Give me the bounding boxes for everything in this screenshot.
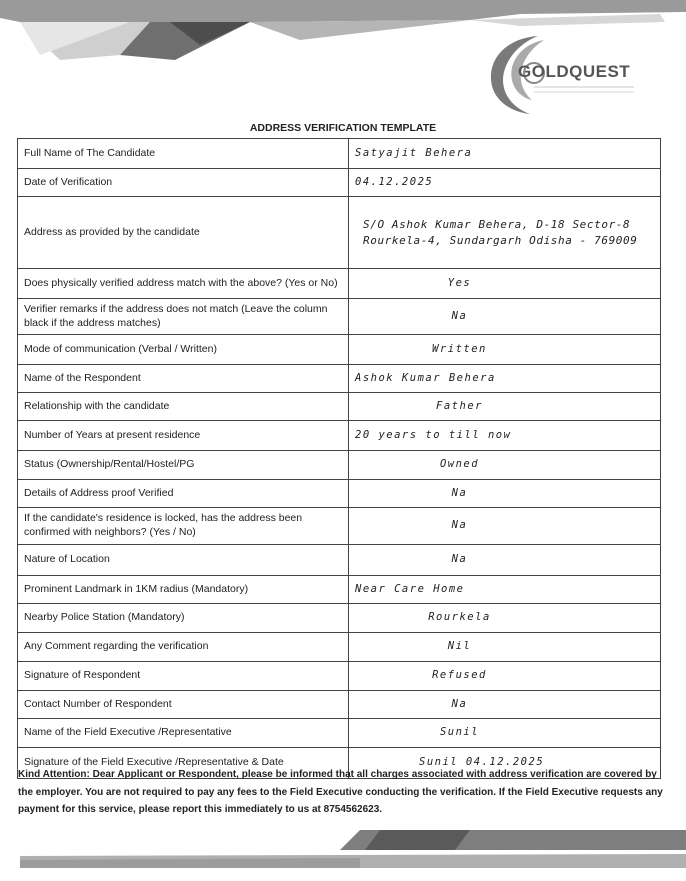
notice-text: Dear Applicant or Respondent, please be informed that all charges associated with address verification are covered by the employer. You are not required to pay any fees to the Field Executive conducting the verification. If the Field Executive requests any payment for this service, please report this immediately to us at 8754562623.	[18, 769, 663, 815]
row-label: Nature of Location	[18, 545, 349, 576]
row-value: Ashok Kumar Behera	[349, 365, 661, 393]
row-label: Full Name of The Candidate	[18, 139, 349, 169]
row-value: Na	[451, 309, 468, 322]
table-row	[18, 269, 661, 299]
row-value: Nil	[447, 640, 472, 653]
row-value: Na	[451, 486, 468, 499]
row-value-cell	[349, 335, 661, 365]
row-value: Refused	[432, 669, 487, 682]
table-row	[18, 335, 661, 365]
table-row	[18, 451, 661, 480]
table-row	[18, 633, 661, 662]
table-row	[18, 299, 661, 335]
row-value-cell	[349, 269, 661, 299]
row-label: Details of Address proof Verified	[18, 480, 349, 508]
table-row	[18, 604, 661, 633]
row-label: Mode of communication (Verbal / Written)	[18, 335, 349, 365]
table-row	[18, 576, 661, 604]
row-value: S/O Ashok Kumar Behera, D-18 Sector-8 Rourkela-4, Sundargarh Odisha - 769009	[363, 217, 638, 247]
row-label: Signature of Respondent	[18, 662, 349, 691]
row-value: Yes	[447, 276, 472, 289]
document-title: ADDRESS VERIFICATION TEMPLATE	[249, 122, 437, 134]
row-value-cell	[349, 299, 661, 335]
row-label: Signature of the Field Executive /Representative & Date	[18, 748, 349, 779]
row-value: Father	[436, 399, 483, 412]
table-row	[18, 480, 661, 508]
row-label: Verifier remarks if the address does not match (Leave the column black if the address matches)	[18, 299, 349, 335]
row-label: Status (Ownership/Rental/Hostel/PG	[18, 451, 349, 480]
logo-text: GOLDQUEST	[518, 62, 631, 81]
table-row	[18, 197, 661, 269]
row-value: Owned	[439, 458, 480, 471]
table-row	[18, 508, 661, 545]
table-row	[18, 365, 661, 393]
row-value: Near Care Home	[349, 576, 661, 604]
row-value-cell	[349, 393, 661, 421]
row-value: Na	[451, 697, 468, 710]
row-label: Number of Years at present residence	[18, 421, 349, 451]
table-row	[18, 545, 661, 576]
row-value-cell	[349, 480, 661, 508]
table-row	[18, 139, 661, 169]
row-label: Address as provided by the candidate	[18, 197, 349, 269]
row-value-cell	[349, 691, 661, 719]
table-row	[18, 393, 661, 421]
row-value-cell	[349, 719, 661, 748]
table-row	[18, 691, 661, 719]
notice-lead: Kind Attention:	[18, 769, 90, 780]
table-row	[18, 169, 661, 197]
row-value-cell	[349, 197, 661, 269]
verification-table	[17, 138, 661, 779]
row-value: Written	[432, 342, 487, 355]
row-label: Prominent Landmark in 1KM radius (Mandatory)	[18, 576, 349, 604]
row-value: 20 years to till now	[349, 421, 661, 451]
row-label: Nearby Police Station (Mandatory)	[18, 604, 349, 633]
row-value: Na	[451, 519, 468, 532]
table-row	[18, 421, 661, 451]
row-value: Sunil 04.12.2025	[349, 748, 661, 779]
row-label: Name of the Field Executive /Representative	[18, 719, 349, 748]
row-value: Satyajit Behera	[349, 139, 661, 169]
row-value: Na	[451, 553, 468, 566]
row-value-cell	[349, 508, 661, 545]
row-label: Date of Verification	[18, 169, 349, 197]
row-value-cell	[349, 604, 661, 633]
table-row	[18, 662, 661, 691]
row-value-cell	[349, 633, 661, 662]
table-row	[18, 719, 661, 748]
row-label: Name of the Respondent	[18, 365, 349, 393]
row-label: Contact Number of Respondent	[18, 691, 349, 719]
row-value: 04.12.2025	[349, 169, 661, 197]
row-value: Sunil	[439, 726, 480, 739]
row-label: Any Comment regarding the verification	[18, 633, 349, 662]
footer-decoration	[0, 820, 686, 881]
row-value-cell	[349, 451, 661, 480]
row-value-cell	[349, 662, 661, 691]
row-value-cell	[349, 545, 661, 576]
row-label: Relationship with the candidate	[18, 393, 349, 421]
row-label: If the candidate's residence is locked, has the address been confirmed with neighbors? (Yes / No)	[18, 508, 349, 545]
logo-tagline-scribble	[534, 84, 634, 98]
row-label: Does physically verified address match with the above? (Yes or No)	[18, 269, 349, 299]
row-value: Rourkela	[428, 611, 491, 624]
kind-attention-notice	[18, 766, 668, 819]
goldquest-logo	[478, 28, 653, 118]
